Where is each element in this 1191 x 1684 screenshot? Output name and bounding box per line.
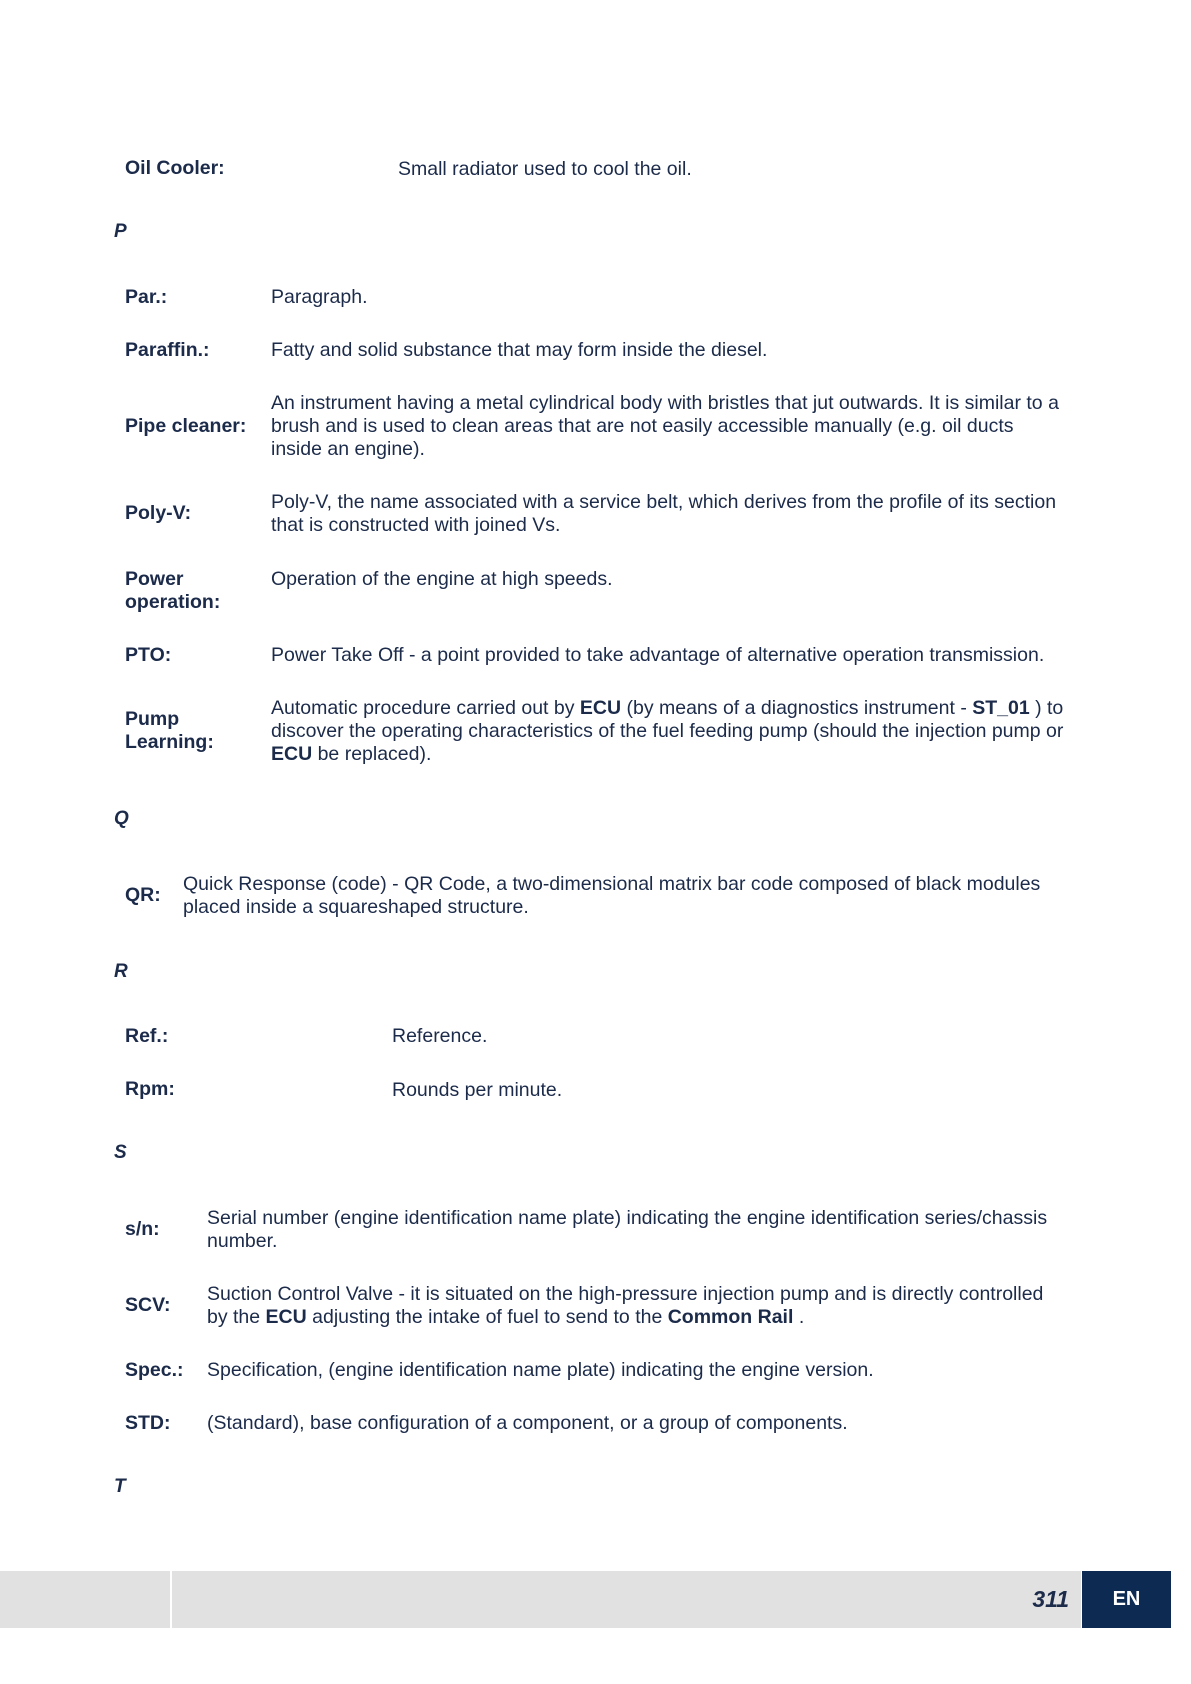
term-rpm: Rpm: — [125, 1078, 175, 1100]
term-power-operation: Power operation: — [125, 568, 221, 613]
language-badge: EN — [1082, 1571, 1171, 1628]
def-rpm: Rounds per minute. — [392, 1079, 563, 1101]
term-paraffin: Paraffin.: — [125, 339, 210, 361]
page-number: 311 — [1032, 1586, 1069, 1612]
term-par: Par.: — [125, 286, 168, 308]
def-ref: Reference. — [392, 1025, 488, 1047]
def-par: Paragraph. — [271, 286, 368, 308]
term-ref: Ref.: — [125, 1025, 169, 1047]
term-sn: s/n: — [125, 1218, 160, 1240]
section-letter-q: Q — [114, 808, 129, 829]
def-pump-learning: Automatic procedure carried out by ECU (by means of a diagnostics instrument - ST_01 ) to discover the operating characteristics of the fuel feeding pump (should the injection pump or ECU be replaced). — [271, 697, 1064, 765]
def-paraffin: Fatty and solid substance that may form inside the diesel. — [271, 339, 768, 361]
footer-bar — [172, 1571, 1081, 1628]
term-pto: PTO: — [125, 644, 172, 666]
def-sn: Serial number (engine identification name plate) indicating the engine identification series/chassis number. — [207, 1207, 1048, 1252]
term-oil-cooler: Oil Cooler: — [125, 157, 225, 179]
section-letter-s: S — [114, 1142, 127, 1163]
def-spec: Specification, (engine identification name plate) indicating the engine version. — [207, 1359, 874, 1381]
term-qr: QR: — [125, 884, 161, 906]
footer-left-block — [0, 1571, 170, 1628]
term-pump-learning: Pump Learning: — [125, 708, 214, 753]
term-std: STD: — [125, 1412, 171, 1434]
def-scv: Suction Control Valve - it is situated on the high-pressure injection pump and is directly controlled by the ECU adjusting the intake of fuel to send to the Common Rail . — [207, 1283, 1044, 1328]
def-std: (Standard), base configuration of a component, or a group of components. — [207, 1412, 848, 1434]
def-pto: Power Take Off - a point provided to take advantage of alternative operation transmission. — [271, 644, 1045, 666]
term-spec: Spec.: — [125, 1359, 184, 1381]
def-pipe-cleaner: An instrument having a metal cylindrical body with bristles that jut outwards. It is similar to a brush and is used to clean areas that are not easily accessible manually (e.g. oil ducts inside an engine). — [271, 392, 1059, 460]
def-poly-v: Poly-V, the name associated with a service belt, which derives from the profile of its section that is constructed with joined Vs. — [271, 491, 1057, 536]
def-oil-cooler: Small radiator used to cool the oil. — [398, 158, 692, 180]
def-power-operation: Operation of the engine at high speeds. — [271, 568, 613, 590]
section-letter-r: R — [114, 961, 128, 982]
term-poly-v: Poly-V: — [125, 502, 192, 524]
def-qr: Quick Response (code) - QR Code, a two-dimensional matrix bar code composed of black modules placed inside a squareshaped structure. — [183, 873, 1041, 918]
term-scv: SCV: — [125, 1294, 171, 1316]
section-letter-p: P — [114, 221, 127, 242]
section-letter-t: T — [114, 1476, 126, 1497]
term-pipe-cleaner: Pipe cleaner: — [125, 415, 247, 437]
